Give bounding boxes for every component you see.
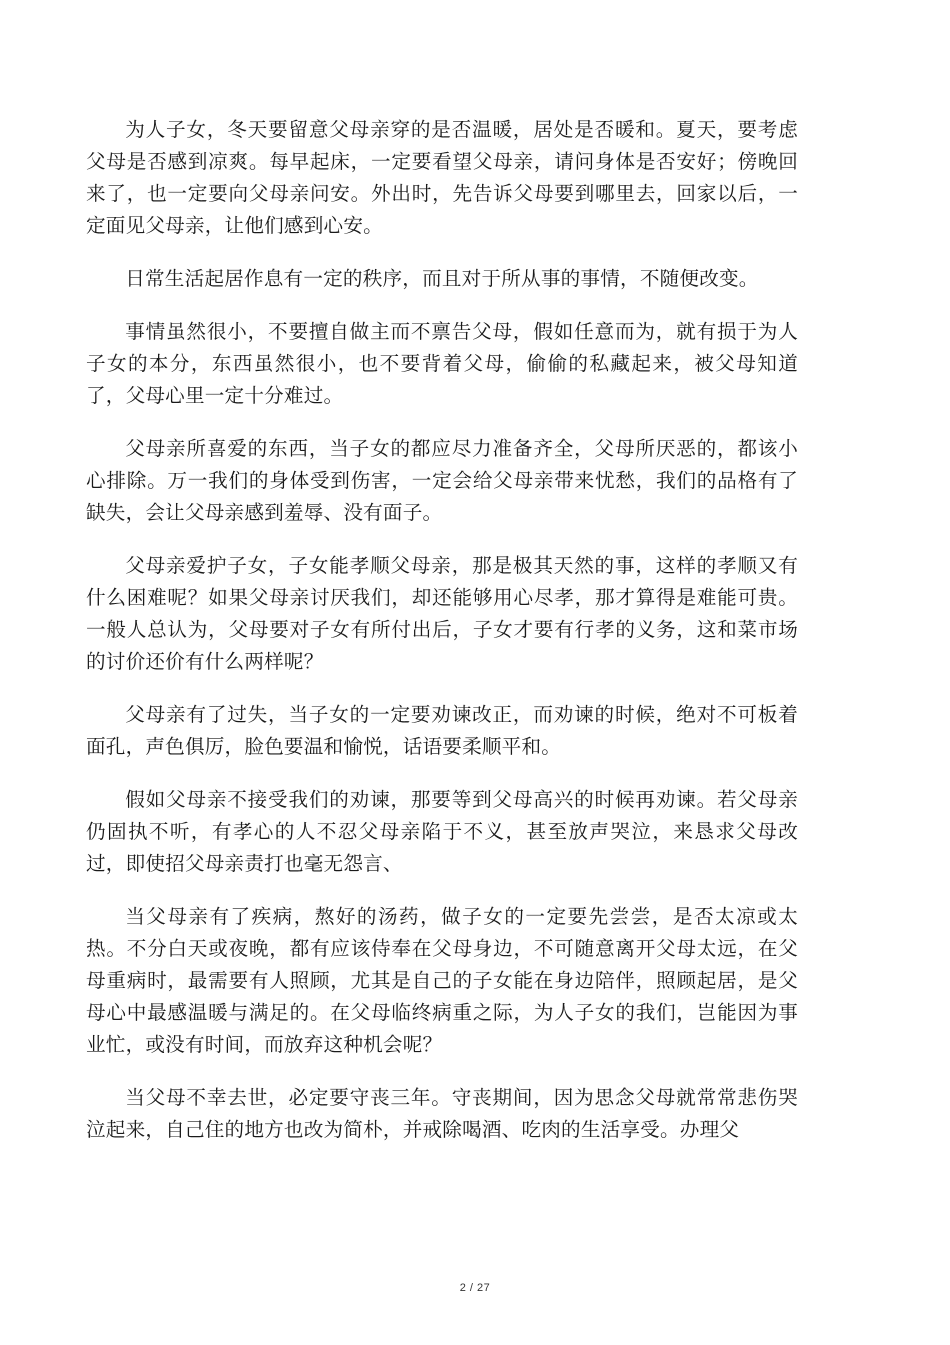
paragraph: 事情虽然很小，不要擅自做主而不禀告父母，假如任意而为，就有损于为人子女的本分，东西虽然很小，也不要背着父母，偷偷的私藏起来，被父母知道了，父母心里一定十分难过。 (86, 320, 798, 407)
paragraph: 父母亲爱护子女，子女能孝顺父母亲，那是极其天然的事，这样的孝顺又有什么困难呢？如果父母亲讨厌我们，却还能够用心尽孝，那才算得是难能可贵。一般人总认为，父母要对子女有所付出后，子女才要有行孝的义务，这和菜市场的讨价还价有什么两样呢？ (86, 554, 798, 673)
paragraph: 为人子女，冬天要留意父母亲穿的是否温暖，居处是否暖和。夏天，要考虑父母是否感到凉爽。每早起床，一定要看望父母亲，请问身体是否安好；傍晚回来了，也一定要向父母亲问安。外出时，先告诉父母要到哪里去，回家以后，一定面见父母亲，让他们感到心安。 (86, 118, 798, 237)
paragraph: 父母亲有了过失，当子女的一定要劝谏改正，而劝谏的时候，绝对不可板着面孔，声色俱厉，脸色要温和愉悦，话语要柔顺平和。 (86, 703, 798, 758)
paragraph: 日常生活起居作息有一定的秩序，而且对于所从事的事情，不随便改变。 (125, 267, 759, 290)
document-body (86, 114, 798, 1167)
paragraph: 父母亲所喜爱的东西，当子女的都应尽力准备齐全，父母所厌恶的，都该小心排除。万一我们的身体受到伤害，一定会给父母亲带来忧愁，我们的品格有了缺失，会让父母亲感到羞辱、没有面子。 (86, 437, 798, 524)
paragraph: 假如父母亲不接受我们的劝谏，那要等到父母高兴的时候再劝谏。若父母亲仍固执不听，有孝心的人不忍父母亲陷于不义，甚至放声哭泣，来恳求父母改过，即使招父母亲责打也毫无怨言、 (86, 788, 798, 875)
paragraph: 当父母不幸去世，必定要守丧三年。守丧期间，因为思念父母就常常悲伤哭泣起来，自己住的地方也改为简朴，并戒除喝酒、吃肉的生活享受。办理父 (86, 1086, 798, 1141)
page-number: 2 / 27 (459, 1282, 491, 1294)
paragraph: 当父母亲有了疾病，熬好的汤药，做子女的一定要先尝尝，是否太凉或太热。不分白天或夜晚，都有应该侍奉在父母身边，不可随意离开父母太远，在父母重病时，最需要有人照顾，尤其是自己的子女能在身边陪伴，照顾起居，是父母心中最感温暖与满足的。在父母临终病重之际，为人子女的我们，岂能因为事业忙，或没有时间，而放弃这种机会呢？ (86, 905, 798, 1056)
